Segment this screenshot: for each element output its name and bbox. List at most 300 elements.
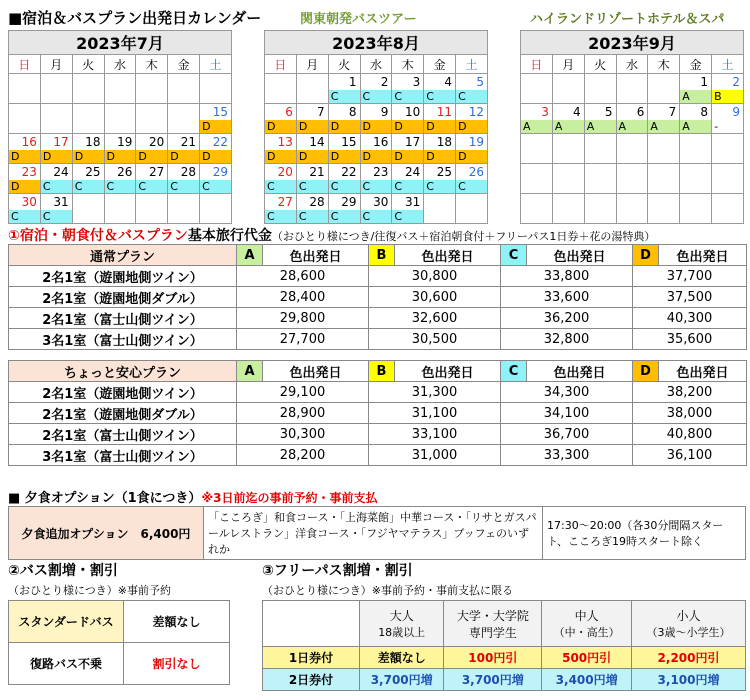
calendar-day — [72, 194, 104, 211]
calendar-day-code — [136, 120, 168, 134]
calendar-day — [552, 134, 584, 151]
calendar-day: 10 — [392, 104, 424, 121]
calendar-day-code — [648, 210, 680, 224]
calendar-day: 12 — [456, 104, 488, 121]
price-cell: 28,400 — [237, 287, 369, 308]
freepass-value: 差額なし — [360, 647, 444, 669]
calendar-day: 19 — [104, 134, 136, 151]
weekday-label: 金 — [168, 55, 200, 74]
bus-table — [8, 600, 230, 685]
price-cell: 30,500 — [369, 329, 501, 350]
freepass-corner — [263, 601, 360, 647]
freepass-header: 中人 （中・高生） — [542, 601, 632, 647]
calendar-day: 15 — [200, 104, 232, 121]
calendar-day-code: C — [328, 180, 360, 194]
calendar-day-code — [680, 150, 712, 164]
calendar-day — [9, 74, 41, 91]
calendar-day-code — [9, 120, 41, 134]
weekday-label: 木 — [136, 55, 168, 74]
calendar-day-code: D — [392, 120, 424, 134]
calendar-day-code: D — [40, 150, 72, 164]
calendar-day-code: D — [136, 150, 168, 164]
price-column-header: 色出発日 — [263, 361, 369, 382]
calendar-day-code: C — [136, 180, 168, 194]
calendar-day-code — [168, 120, 200, 134]
dinner-table — [8, 506, 746, 560]
price-cell: 34,100 — [501, 403, 633, 424]
calendar-day-code: D — [200, 120, 232, 134]
price-cell: 40,300 — [633, 308, 747, 329]
price-column-header: 色出発日 — [659, 361, 747, 382]
calendar-day-code — [265, 90, 297, 104]
calendar-day-code — [648, 90, 680, 104]
calendar-day — [521, 164, 553, 181]
weekday-label: 水 — [360, 55, 392, 74]
calendar-day: 16 — [9, 134, 41, 151]
calendar-day-code — [584, 90, 616, 104]
room-type: 2名1室（富士山側ツイン） — [9, 424, 237, 445]
calendar-day: 21 — [168, 134, 200, 151]
freepass-row-label: 2日券付 — [263, 669, 360, 691]
price-cell: 30,600 — [369, 287, 501, 308]
calendar-day — [265, 74, 297, 91]
color-swatch: D — [633, 245, 659, 266]
calendar-day-code: D — [9, 180, 41, 194]
calendar-day: 23 — [360, 164, 392, 181]
calendar-day: 19 — [456, 134, 488, 151]
calendar-day: 15 — [328, 134, 360, 151]
weekday-label: 金 — [424, 55, 456, 74]
calendar-day: 18 — [72, 134, 104, 151]
calendar-month-title: 2023年9月 — [521, 31, 744, 55]
price-table — [8, 360, 747, 466]
calendar-day-code — [712, 150, 744, 164]
price-cell: 29,100 — [237, 382, 369, 403]
calendar-day — [136, 104, 168, 121]
price-column-header: 色出発日 — [659, 245, 747, 266]
price-cell: 31,300 — [369, 382, 501, 403]
calendar-day — [136, 194, 168, 211]
calendar-day-code — [521, 150, 553, 164]
calendar-day-code: - — [712, 120, 744, 134]
calendar-day-code — [40, 120, 72, 134]
calendar-day: 9 — [360, 104, 392, 121]
calendar-day-code — [104, 120, 136, 134]
calendar-day — [521, 74, 553, 91]
price-cell: 40,800 — [633, 424, 747, 445]
calendar-day — [616, 74, 648, 91]
calendar-day: 27 — [265, 194, 297, 211]
calendar-day — [72, 74, 104, 91]
calendar-day-code: D — [9, 150, 41, 164]
calendar-day: 3 — [392, 74, 424, 91]
weekday-label: 水 — [104, 55, 136, 74]
plan-name: ちょっと安心プラン — [9, 361, 237, 382]
calendar-day: 6 — [616, 104, 648, 121]
calendar-day: 17 — [40, 134, 72, 151]
calendar-day: 29 — [328, 194, 360, 211]
calendar-month-title: 2023年8月 — [265, 31, 488, 55]
calendar-day — [712, 194, 744, 211]
calendar-day-code — [136, 210, 168, 224]
calendar-day: 20 — [136, 134, 168, 151]
freepass-value: 100円引 — [444, 647, 542, 669]
hotel-name: ハイランドリゾートホテル＆スパ — [530, 12, 725, 27]
price-cell: 33,600 — [501, 287, 633, 308]
price-cell: 28,900 — [237, 403, 369, 424]
price-cell: 28,200 — [237, 445, 369, 466]
calendar-day: 30 — [9, 194, 41, 211]
weekday-label: 木 — [648, 55, 680, 74]
calendar-day-code — [168, 90, 200, 104]
calendar-day: 1 — [680, 74, 712, 91]
calendar-day — [104, 104, 136, 121]
calendar-day-code: D — [296, 120, 328, 134]
calendar-day-code: C — [9, 210, 41, 224]
bus-row-value: 割引なし — [124, 643, 230, 685]
weekday-label: 火 — [584, 55, 616, 74]
calendar-month — [8, 30, 232, 224]
dinner-heading-text: ■ 夕食オプション（1食につき） — [8, 491, 202, 506]
calendar-day-code — [680, 210, 712, 224]
price-cell: 30,800 — [369, 266, 501, 287]
price-cell: 31,100 — [369, 403, 501, 424]
calendar-day-code — [168, 210, 200, 224]
calendar-day: 7 — [648, 104, 680, 121]
calendar-day-code — [521, 180, 553, 194]
weekday-label: 土 — [456, 55, 488, 74]
calendar-day — [200, 194, 232, 211]
calendar-day-code: D — [424, 120, 456, 134]
calendar-day — [680, 194, 712, 211]
calendar-day: 11 — [424, 104, 456, 121]
calendar-day — [584, 134, 616, 151]
calendar-day: 24 — [392, 164, 424, 181]
calendar-day-code — [104, 210, 136, 224]
calendar-day — [296, 74, 328, 91]
calendar-day-code: C — [265, 180, 297, 194]
calendar-day-code — [72, 90, 104, 104]
freepass-header: 小人 （3歳～小学生） — [632, 601, 746, 647]
calendar-day-code: C — [328, 210, 360, 224]
weekday-label: 月 — [40, 55, 72, 74]
calendar-day: 5 — [584, 104, 616, 121]
calendar-day-code: A — [616, 120, 648, 134]
calendar-day: 8 — [328, 104, 360, 121]
price-cell: 33,300 — [501, 445, 633, 466]
base-price-heading-main: 基本旅行代金 — [187, 228, 272, 244]
calendar-day: 28 — [296, 194, 328, 211]
room-type: 2名1室（遊園地側ツイン） — [9, 266, 237, 287]
room-type: 3名1室（富士山側ツイン） — [9, 329, 237, 350]
color-swatch: C — [501, 245, 527, 266]
calendar-day-code — [296, 90, 328, 104]
price-cell: 36,700 — [501, 424, 633, 445]
freepass-value: 3,100円増 — [632, 669, 746, 691]
calendar-day: 2 — [712, 74, 744, 91]
price-cell: 33,800 — [501, 266, 633, 287]
calendar-day-code — [648, 150, 680, 164]
calendar-day-code: C — [456, 180, 488, 194]
calendar-day-code — [552, 210, 584, 224]
price-cell: 31,000 — [369, 445, 501, 466]
calendar-day — [424, 194, 456, 211]
calendar-day-code: C — [328, 90, 360, 104]
price-cell: 28,600 — [237, 266, 369, 287]
bus-row-value: 差額なし — [124, 601, 230, 643]
calendar-day-code: C — [200, 180, 232, 194]
calendar-day-code: C — [104, 180, 136, 194]
calendar-day-code — [616, 150, 648, 164]
calendar-day — [712, 134, 744, 151]
freepass-table — [262, 600, 746, 691]
calendar-day — [648, 134, 680, 151]
price-column-header: 色出発日 — [263, 245, 369, 266]
calendar-day — [521, 194, 553, 211]
calendar-day: 4 — [424, 74, 456, 91]
calendar-day-code — [456, 210, 488, 224]
calendar-day-code: A — [680, 120, 712, 134]
calendar-day-code — [72, 210, 104, 224]
calendar-day — [648, 74, 680, 91]
calendar-day — [72, 104, 104, 121]
calendar-day-code — [616, 90, 648, 104]
calendar-day — [40, 74, 72, 91]
color-swatch: D — [633, 361, 659, 382]
price-column-header: 色出発日 — [527, 361, 633, 382]
calendar-day-code: D — [328, 150, 360, 164]
calendar-day-code: D — [296, 150, 328, 164]
price-cell: 37,700 — [633, 266, 747, 287]
calendar-day-code — [552, 180, 584, 194]
calendar-day-code — [552, 90, 584, 104]
weekday-label: 水 — [616, 55, 648, 74]
room-type: 2名1室（富士山側ツイン） — [9, 308, 237, 329]
calendar-day: 9 — [712, 104, 744, 121]
calendar-day — [616, 134, 648, 151]
calendar-day — [104, 194, 136, 211]
base-price-heading — [8, 225, 655, 245]
calendar-day-code: B — [712, 90, 744, 104]
calendar-day — [616, 194, 648, 211]
dinner-heading-note: ※3日前迄の事前予約・事前支払 — [201, 491, 378, 505]
weekday-label: 土 — [712, 55, 744, 74]
calendar-day-code — [648, 180, 680, 194]
price-cell: 36,200 — [501, 308, 633, 329]
calendar-day-code — [136, 90, 168, 104]
calendar-day-code — [616, 180, 648, 194]
page-title: ■宿泊＆バスプラン出発日カレンダー — [8, 9, 262, 27]
calendar-day-code — [712, 180, 744, 194]
calendar-day-code — [680, 180, 712, 194]
calendar-day — [552, 74, 584, 91]
freepass-heading: ③フリーパス割増・割引 — [262, 563, 413, 579]
dinner-courses: 「こころぎ」和食コース・「上海菜館」中華コース・「リサとガスパールレストラン」洋食コース・「フジヤマテラス」ブッフェのいずれか — [204, 507, 543, 560]
calendar-month — [520, 30, 744, 224]
calendar-day: 25 — [72, 164, 104, 181]
price-cell: 29,800 — [237, 308, 369, 329]
calendar-day — [40, 104, 72, 121]
calendar-day-code: C — [168, 180, 200, 194]
calendar-day-code — [552, 150, 584, 164]
calendar-day — [552, 164, 584, 181]
calendar-day-code — [521, 90, 553, 104]
calendar-day: 29 — [200, 164, 232, 181]
tour-name: 関東朝発バスツアー — [300, 12, 417, 27]
bus-row-label: 復路バス不乗 — [9, 643, 124, 685]
calendar-day: 24 — [40, 164, 72, 181]
calendar-day: 4 — [552, 104, 584, 121]
calendar-day: 22 — [200, 134, 232, 151]
calendar-day-code: D — [360, 120, 392, 134]
calendar-day — [200, 74, 232, 91]
weekday-label: 日 — [9, 55, 41, 74]
calendar-day: 14 — [296, 134, 328, 151]
price-column-header: 色出発日 — [395, 361, 501, 382]
calendar-day — [584, 164, 616, 181]
calendar-day: 8 — [680, 104, 712, 121]
calendar-month-title: 2023年7月 — [9, 31, 232, 55]
color-swatch: B — [369, 361, 395, 382]
calendar-day-code: A — [584, 120, 616, 134]
room-type: 2名1室（遊園地側ダブル） — [9, 287, 237, 308]
calendar-day-code — [104, 90, 136, 104]
calendar-day-code — [9, 90, 41, 104]
price-cell: 34,300 — [501, 382, 633, 403]
calendar-day-code: D — [456, 150, 488, 164]
price-cell: 32,600 — [369, 308, 501, 329]
calendar-day — [168, 194, 200, 211]
base-price-heading-num: ①宿泊・朝食付＆バスプラン — [8, 228, 188, 244]
bus-row-label: スタンダードバス — [9, 601, 124, 643]
calendar-day — [680, 134, 712, 151]
calendar-day: 18 — [424, 134, 456, 151]
weekday-label: 月 — [552, 55, 584, 74]
calendar-day: 1 — [328, 74, 360, 91]
calendar-day: 25 — [424, 164, 456, 181]
calendar-day-code: C — [72, 180, 104, 194]
calendar-day: 13 — [265, 134, 297, 151]
calendar-day: 22 — [328, 164, 360, 181]
price-column-header: 色出発日 — [395, 245, 501, 266]
dinner-label: 夕食追加オプション 6,400円 — [9, 507, 204, 560]
calendar-day: 7 — [296, 104, 328, 121]
calendar-day-code: C — [392, 210, 424, 224]
calendar-day-code — [616, 210, 648, 224]
calendar-day-code: C — [424, 90, 456, 104]
calendar-day-code: D — [456, 120, 488, 134]
price-cell: 37,500 — [633, 287, 747, 308]
weekday-label: 木 — [392, 55, 424, 74]
calendar-day: 31 — [40, 194, 72, 211]
freepass-note: （おひとり様につき）※事前予約・事前支払に限る — [262, 584, 513, 597]
weekday-label: 日 — [265, 55, 297, 74]
calendar-day — [648, 194, 680, 211]
calendar-day-code: D — [200, 150, 232, 164]
color-swatch: A — [237, 245, 263, 266]
color-swatch: C — [501, 361, 527, 382]
weekday-label: 火 — [72, 55, 104, 74]
price-cell: 36,100 — [633, 445, 747, 466]
calendar-day — [104, 74, 136, 91]
calendar-day: 31 — [392, 194, 424, 211]
calendar-day — [168, 74, 200, 91]
calendar-day-code: C — [392, 180, 424, 194]
freepass-value: 3,700円増 — [360, 669, 444, 691]
calendar-day-code: A — [552, 120, 584, 134]
price-table — [8, 244, 747, 350]
bus-note: （おひとり様につき）※事前予約 — [8, 584, 171, 597]
dinner-heading — [8, 487, 377, 506]
calendar-day-code: D — [168, 150, 200, 164]
calendar-day — [584, 74, 616, 91]
price-cell: 38,000 — [633, 403, 747, 424]
calendar-day — [584, 194, 616, 211]
dinner-time: 17:30～20:00（各30分間隔スタート、こころぎ19時スタート除く — [543, 507, 746, 560]
calendar-day: 27 — [136, 164, 168, 181]
calendar-day-code: C — [456, 90, 488, 104]
price-cell: 38,200 — [633, 382, 747, 403]
weekday-label: 火 — [328, 55, 360, 74]
calendar-day-code — [200, 90, 232, 104]
room-type: 3名1室（富士山側ツイン） — [9, 445, 237, 466]
calendar-day-code: D — [265, 150, 297, 164]
room-type: 2名1室（遊園地側ダブル） — [9, 403, 237, 424]
calendar-day — [712, 164, 744, 181]
calendar-month — [264, 30, 488, 224]
calendar-day: 30 — [360, 194, 392, 211]
calendar-day-code: C — [424, 180, 456, 194]
calendar-day-code — [40, 90, 72, 104]
calendar-day-code: D — [72, 150, 104, 164]
calendar-day-code — [424, 210, 456, 224]
weekday-label: 金 — [680, 55, 712, 74]
price-cell: 33,100 — [369, 424, 501, 445]
base-price-heading-sub: （おひとり様につき/往復バス＋宿泊朝食付＋フリーパス1日券＋花の湯特典） — [271, 230, 656, 243]
calendar-day — [136, 74, 168, 91]
calendar-day-code: C — [360, 210, 392, 224]
price-cell: 35,600 — [633, 329, 747, 350]
calendar-day-code: D — [424, 150, 456, 164]
freepass-header: 大人 18歳以上 — [360, 601, 444, 647]
calendar-day — [521, 134, 553, 151]
calendar-day: 20 — [265, 164, 297, 181]
freepass-value: 2,200円引 — [632, 647, 746, 669]
calendar-day — [648, 164, 680, 181]
calendar-day: 6 — [265, 104, 297, 121]
calendar-day-code: C — [296, 210, 328, 224]
price-column-header: 色出発日 — [527, 245, 633, 266]
calendar-day — [680, 164, 712, 181]
calendar-day: 23 — [9, 164, 41, 181]
freepass-value: 3,400円増 — [542, 669, 632, 691]
calendar-day: 26 — [456, 164, 488, 181]
calendar-day-code: D — [360, 150, 392, 164]
calendar-day: 5 — [456, 74, 488, 91]
freepass-value: 3,700円増 — [444, 669, 542, 691]
calendar-day-code: D — [328, 120, 360, 134]
calendar-day-code — [584, 210, 616, 224]
calendar-day-code: C — [40, 210, 72, 224]
room-type: 2名1室（遊園地側ツイン） — [9, 382, 237, 403]
calendar-day — [168, 104, 200, 121]
freepass-row-label: 1日券付 — [263, 647, 360, 669]
calendar-day: 26 — [104, 164, 136, 181]
color-swatch: B — [369, 245, 395, 266]
calendar-day-code: D — [392, 150, 424, 164]
calendar-day: 3 — [521, 104, 553, 121]
calendar-day-code: C — [360, 180, 392, 194]
